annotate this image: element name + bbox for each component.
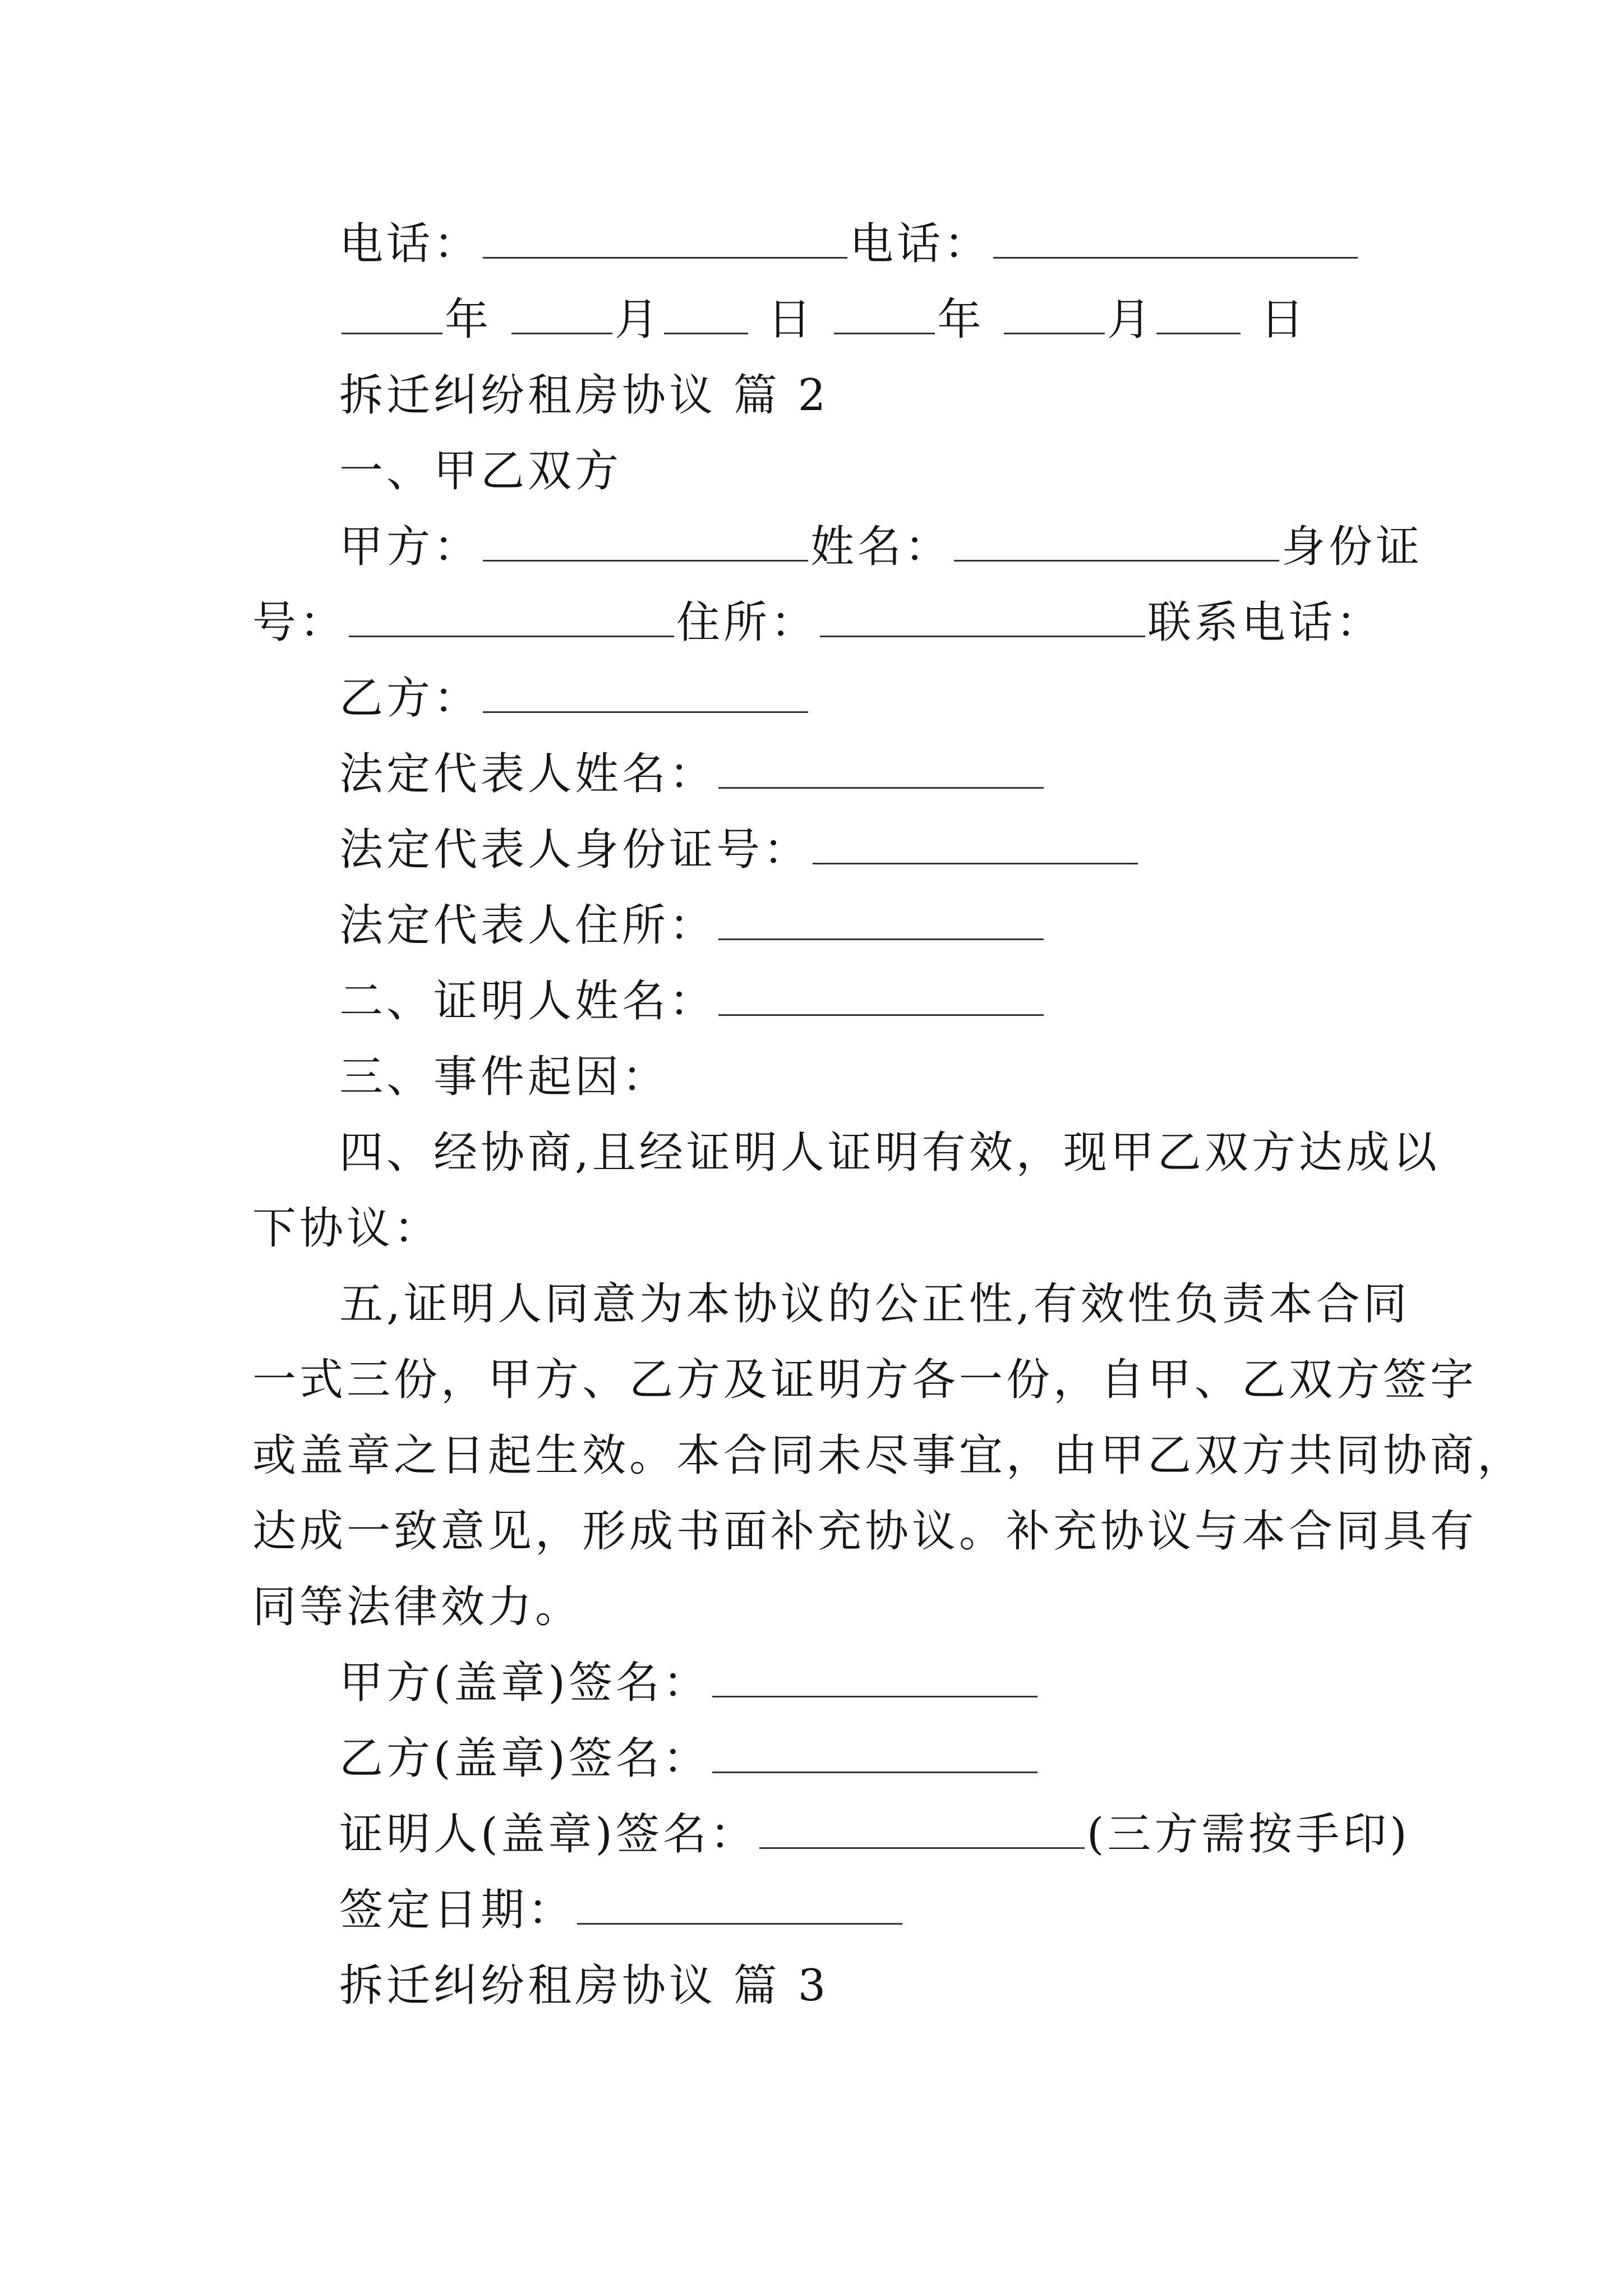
witness-name-label: 二、证明人姓名：: [339, 976, 717, 1027]
day-b-label: 日: [1260, 295, 1308, 345]
party-b-row: [339, 670, 1387, 726]
day-a-blank[interactable]: [664, 293, 748, 334]
sign-witness-row: [339, 1806, 1410, 1862]
section-1-heading: 一、甲乙双方: [339, 446, 623, 496]
cause-row: 三、事件起因：: [339, 1052, 670, 1102]
address-blank[interactable]: [820, 596, 1145, 637]
contact-phone-label: 联系电话：: [1147, 597, 1384, 648]
address-label: 住所：: [676, 597, 818, 648]
section-title-3: 拆迁纠纷租房协议 篇 3: [339, 1961, 829, 2011]
month-b-blank[interactable]: [1004, 293, 1105, 334]
legal-name-row: [339, 746, 1387, 802]
sign-witness-label: 证明人(盖章)签名：: [339, 1809, 757, 1860]
witness-name-blank[interactable]: [718, 975, 1044, 1016]
month-b-label: 月: [1107, 295, 1155, 345]
party-b-blank[interactable]: [483, 672, 808, 713]
phone-label-b: 电话：: [850, 219, 992, 269]
day-a-label: 日: [767, 295, 815, 345]
legal-address-blank[interactable]: [718, 899, 1044, 940]
party-a-blank[interactable]: [483, 521, 808, 562]
id-label-start: 身份证: [1281, 522, 1423, 572]
month-a-label: 月: [614, 295, 662, 345]
section-5-line-1: 五,证明人同意为本协议的公正性,有效性负责本合同: [339, 1279, 1410, 1329]
legal-id-blank[interactable]: [813, 823, 1138, 864]
sign-b-row: [339, 1731, 1387, 1787]
sign-a-label: 甲方(盖章)签名：: [339, 1658, 710, 1708]
name-blank[interactable]: [954, 521, 1279, 562]
fingerprint-note: (三方需按手印): [1086, 1809, 1410, 1860]
legal-id-row: [339, 822, 1387, 878]
phone-row: [339, 216, 1387, 272]
name-label: 姓名：: [810, 522, 952, 572]
section-5-line-2: 一式三份，甲方、乙方及证明方各一份，自甲、乙双方签字: [252, 1355, 1478, 1405]
witness-name-row: [339, 973, 1387, 1029]
section-5-line-3: 或盖章之日起生效。本合同未尽事宜，由甲乙双方共同协商，: [252, 1430, 1525, 1481]
sign-a-row: [339, 1655, 1387, 1711]
phone-b-blank[interactable]: [993, 218, 1358, 259]
legal-name-label: 法定代表人姓名：: [339, 749, 717, 799]
day-b-blank[interactable]: [1156, 293, 1241, 334]
party-b-label: 乙方：: [339, 673, 481, 724]
party-a-row-2: [252, 595, 1387, 651]
party-a-row: [339, 519, 1423, 575]
section-5-line-4: 达成一致意见，形成书面补充协议。补充协议与本合同具有: [252, 1506, 1478, 1557]
date-row: [339, 292, 1387, 348]
section-title-2: 拆迁纠纷租房协议 篇 2: [339, 370, 829, 421]
section-4-line-1: 四、经协商,且经证明人证明有效，现甲乙双方达成以: [339, 1128, 1440, 1178]
sign-b-blank[interactable]: [712, 1732, 1038, 1773]
sign-b-label: 乙方(盖章)签名：: [339, 1733, 710, 1784]
phone-label-a: 电话：: [339, 219, 481, 269]
id-label-end: 号：: [252, 597, 347, 648]
phone-a-blank[interactable]: [483, 218, 847, 259]
sign-date-label: 签定日期：: [339, 1885, 575, 1935]
sign-date-row: [339, 1882, 1387, 1938]
year-b-label: 年: [937, 295, 985, 345]
legal-address-row: [339, 898, 1387, 954]
year-a-label: 年: [445, 295, 492, 345]
sign-date-blank[interactable]: [577, 1884, 902, 1925]
section-5-line-5: 同等法律效力。: [252, 1582, 583, 1632]
party-a-label: 甲方：: [339, 522, 481, 572]
sign-witness-blank[interactable]: [759, 1808, 1085, 1849]
year-a-blank[interactable]: [342, 293, 442, 334]
section-4-line-2: 下协议：: [252, 1203, 441, 1254]
legal-address-label: 法定代表人住所：: [339, 900, 717, 951]
legal-id-label: 法定代表人身份证号：: [339, 825, 811, 875]
sign-a-blank[interactable]: [712, 1657, 1038, 1697]
month-a-blank[interactable]: [511, 293, 612, 334]
id-blank[interactable]: [349, 596, 674, 637]
year-b-blank[interactable]: [834, 293, 935, 334]
legal-name-blank[interactable]: [718, 748, 1044, 789]
